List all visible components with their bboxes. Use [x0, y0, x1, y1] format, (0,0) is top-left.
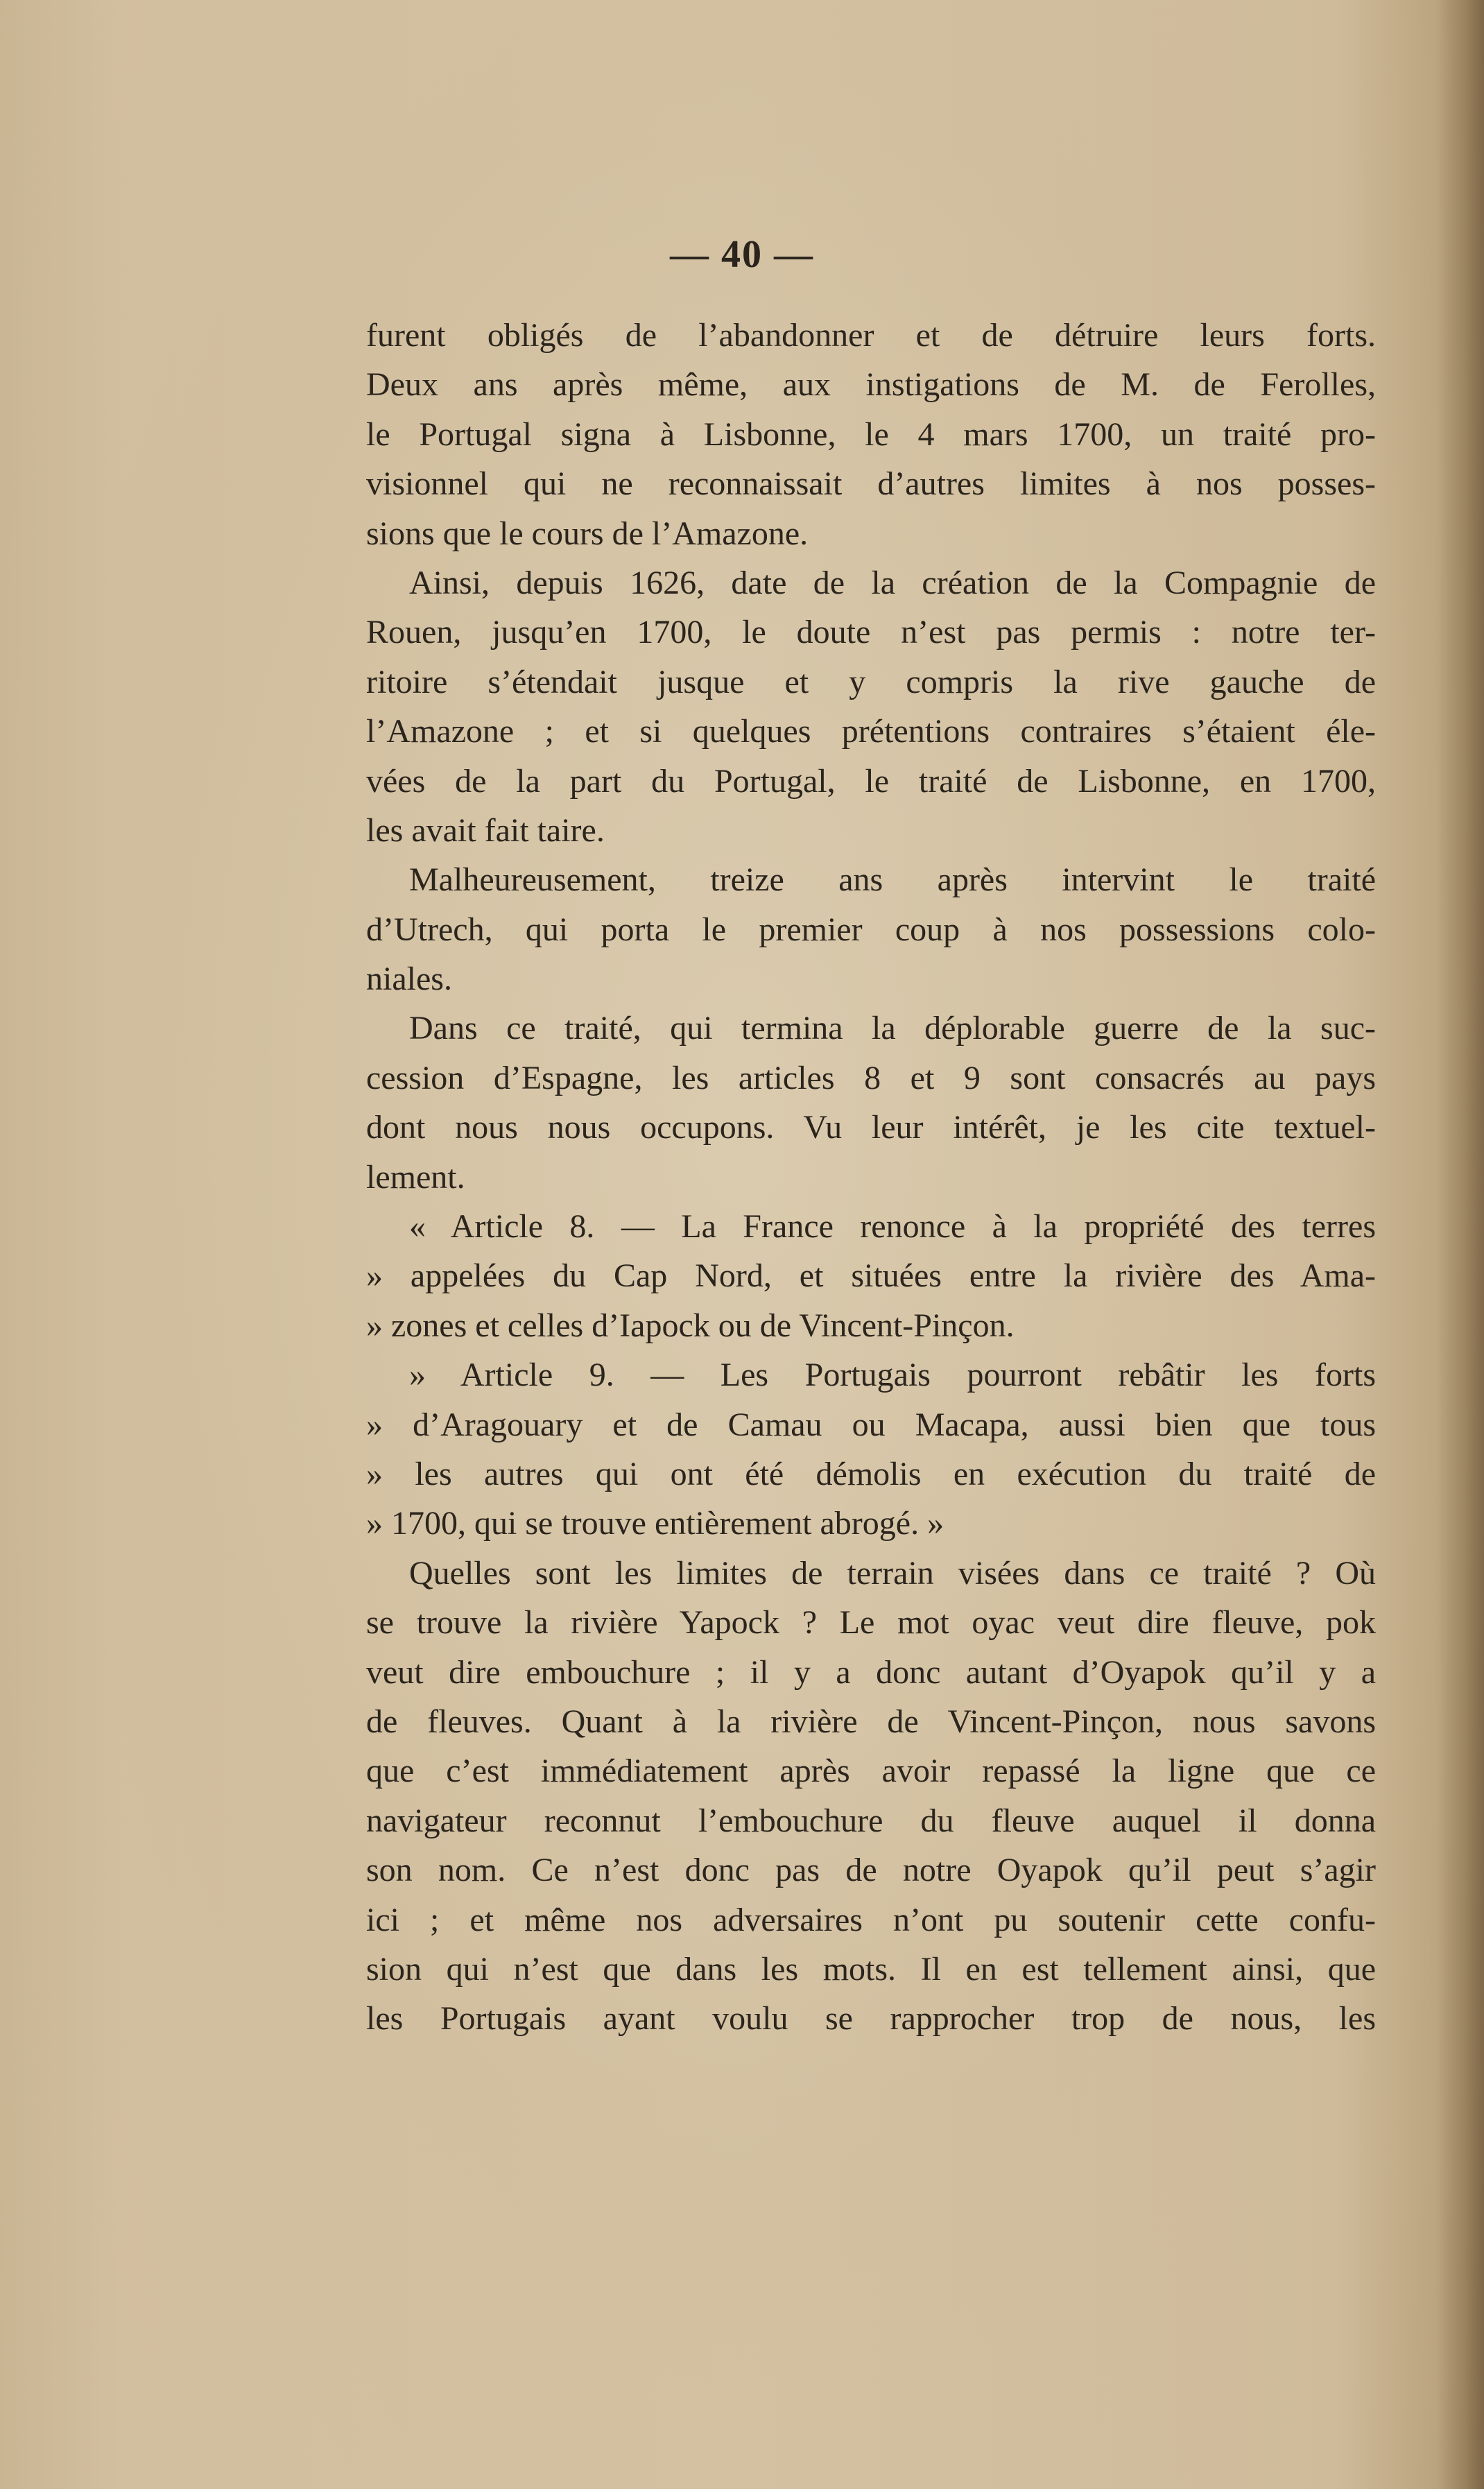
text-line: de fleuves. Quant à la rivière de Vincent-Pinçon, nous savons	[366, 1703, 1376, 1740]
text-line: visionnel qui ne reconnaissait d’autres limites à nos posses-	[366, 465, 1376, 503]
body-text	[366, 311, 1376, 2044]
text-line: d’Utrech, qui porta le premier coup à nos possessions colo-	[366, 911, 1376, 948]
page-number: — 40 —	[670, 233, 814, 276]
text-line: ritoire s’étendait jusque et y compris la rive gauche de	[366, 663, 1376, 700]
text-line: cession d’Espagne, les articles 8 et 9 sont consacrés au pays	[366, 1059, 1376, 1096]
text-line: furent obligés de l’abandonner et de détruire leurs forts.	[366, 317, 1376, 354]
text-line: Quelles sont les limites de terrain visées dans ce traité ? Où	[409, 1554, 1376, 1592]
page-edge-shadow	[1435, 0, 1484, 2489]
text-line: » 1700, qui se trouve entièrement abrogé. »	[366, 1505, 944, 1542]
text-line: » les autres qui ont été démolis en exécution du traité de	[366, 1455, 1376, 1492]
text-line: les Portugais ayant voulu se rapprocher trop de nous, les	[366, 2000, 1376, 2038]
text-line: » d’Aragouary et de Camau ou Macapa, aussi bien que tous	[366, 1406, 1376, 1443]
text-line: niales.	[366, 961, 452, 998]
text-line: » Article 9. — Les Portugais pourront rebâtir les forts	[409, 1357, 1376, 1394]
text-line: l’Amazone ; et si quelques prétentions contraires s’étaient éle-	[366, 713, 1376, 750]
text-line: sion qui n’est que dans les mots. Il en est tellement ainsi, que	[366, 1950, 1376, 1988]
text-line: vées de la part du Portugal, le traité de Lisbonne, en 1700,	[366, 762, 1376, 800]
text-line: les avait fait taire.	[366, 811, 605, 849]
text-line: se trouve la rivière Yapock ? Le mot oyac veut dire fleuve, pok	[366, 1604, 1376, 1642]
text-line: son nom. Ce n’est donc pas de notre Oyapok qu’il peut s’agir	[366, 1852, 1376, 1889]
text-line: lement.	[366, 1158, 465, 1196]
text-line: veut dire embouchure ; il y a donc autant d’Oyapok qu’il y a	[366, 1653, 1376, 1691]
text-line: le Portugal signa à Lisbonne, le 4 mars 1700, un traité pro-	[366, 415, 1376, 453]
text-line: Deux ans après même, aux instigations de M. de Ferolles,	[366, 366, 1376, 404]
text-line: » zones et celles d’Iapock ou de Vincent-Pinçon.	[366, 1307, 1015, 1344]
text-line: que c’est immédiatement après avoir repassé la ligne que ce	[366, 1752, 1376, 1790]
text-line: « Article 8. — La France renonce à la propriété des terres	[409, 1208, 1376, 1246]
text-line: navigateur reconnut l’embouchure du fleuve auquel il donna	[366, 1802, 1376, 1839]
text-line: » appelées du Cap Nord, et situées entre la rivière des Ama-	[366, 1257, 1376, 1295]
text-line: dont nous nous occupons. Vu leur intérêt, je les cite textuel-	[366, 1109, 1376, 1146]
text-line: Rouen, jusqu’en 1700, le doute n’est pas permis : notre ter-	[366, 614, 1376, 651]
text-line: Dans ce traité, qui termina la déplorable guerre de la suc-	[409, 1010, 1376, 1047]
text-line: sions que le cours de l’Amazone.	[366, 515, 809, 552]
text-line: Ainsi, depuis 1626, date de la création de la Compagnie de	[409, 564, 1376, 601]
text-line: Malheureusement, treize ans après intervint le traité	[409, 861, 1376, 899]
text-line: ici ; et même nos adversaires n’ont pu soutenir cette confu-	[366, 1901, 1376, 1938]
